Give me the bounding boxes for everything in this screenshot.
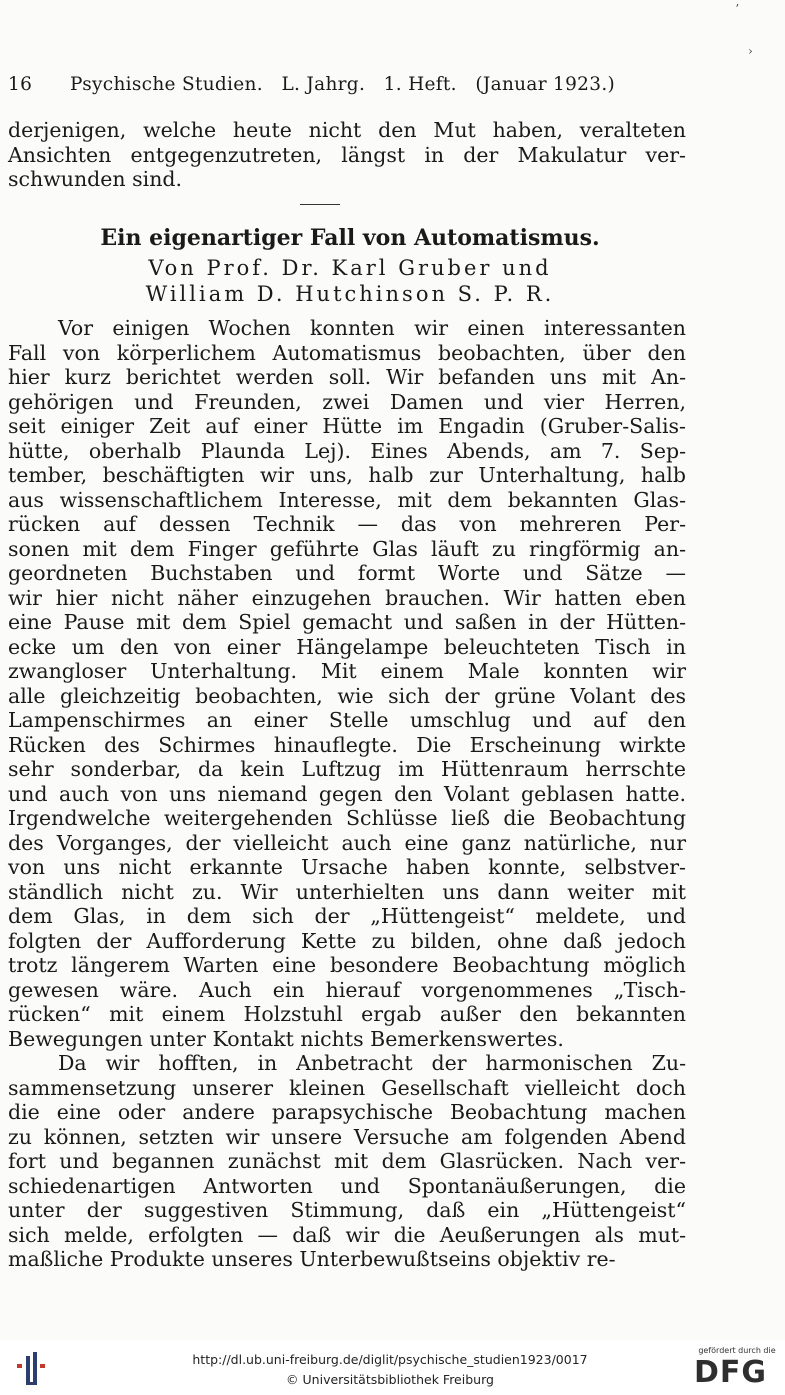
- text-line: seit einiger Zeit auf einer Hütte im Engadin (Gruber-Salis-: [8, 414, 686, 438]
- text-line: zu können, setzten wir unsere Versuche am folgenden Abend: [8, 1124, 686, 1149]
- text-line: derjenigen, welche heute nicht den Mut haben, veralteten: [8, 118, 686, 142]
- article-title: Ein eigenartiger Fall von Automatismus.: [100, 225, 600, 251]
- dfg-logo: DFG: [694, 1355, 768, 1390]
- text-line: die eine oder andere parapsychische Beobachtung machen: [8, 1100, 686, 1124]
- text-line: rücken auf dessen Technik — das von mehreren Per-: [8, 512, 686, 536]
- text-line: fort und begannen zunächst mit dem Glasrücken. Nach ver-: [8, 1149, 686, 1173]
- text-line: Ansichten entgegenzutreten, längst in der Makulatur ver-: [8, 142, 686, 167]
- text-line: Da wir hofften, in Anbetracht der harmonischen Zu-: [58, 1051, 686, 1075]
- text-line: hier kurz berichtet werden soll. Wir befanden uns mit An-: [8, 365, 686, 389]
- intro-text: [8, 118, 686, 192]
- text-line: tember, beschäftigten wir uns, halb zur Unterhaltung, halb: [8, 463, 686, 487]
- scan-mark-right: ›: [748, 44, 753, 58]
- paragraph-2: [8, 1051, 686, 1272]
- text-line: Bewegungen unter Kontakt nichts Bemerkenswertes.: [8, 1026, 564, 1051]
- text-line: gewesen wäre. Auch ein hierauf vorgenommenes „Tisch-: [8, 977, 686, 1002]
- text-line: von uns nicht erkannte Ursache haben konnte, selbstver-: [8, 855, 686, 879]
- text-line: wir hier nicht näher einzugehen brauchen. Wir hatten eben: [8, 585, 686, 610]
- text-line: schiedenartigen Antworten und Spontanäußerungen, die: [8, 1173, 686, 1198]
- text-line: aus wissenschaftlichem Interesse, mit dem bekannten Glas-: [8, 487, 686, 512]
- paragraph-1: [8, 316, 686, 1051]
- text-line: gehörigen und Freunden, zwei Damen und vier Herren,: [8, 389, 686, 414]
- library-logo-icon: [14, 1348, 50, 1386]
- text-line: sich melde, erfolgten — daß wir die Aeußerungen als mut-: [8, 1222, 686, 1247]
- text-line: hütte, oberhalb Plaunda Lej). Eines Abends, am 7. Sep-: [8, 438, 686, 463]
- text-line: geordneten Buchstaben und formt Worte und Sätze —: [8, 561, 686, 585]
- text-line: und auch von uns niemand gegen den Volant geblasen hatte.: [8, 781, 686, 806]
- text-line: folgten der Aufforderung Kette zu bilden, ohne daß jedoch: [8, 928, 686, 953]
- text-line: Fall von körperlichem Automatismus beobachten, über den: [8, 340, 686, 365]
- section-divider: [300, 204, 340, 205]
- text-line: sonen mit dem Finger geführte Glas läuft zu ringförmig an-: [8, 536, 686, 561]
- library-footer: [0, 1340, 785, 1395]
- text-line: Irgendwelche weitergehenden Schlüsse ließ die Beobachtung: [8, 806, 686, 830]
- text-line: des Vorganges, der vielleicht auch eine ganz natürliche, nur: [8, 830, 686, 855]
- scan-mark-top: ʼ: [735, 2, 739, 16]
- text-line: Lampenschirmes an einer Stelle umschlug und auf den: [8, 708, 686, 732]
- text-line: alle gleichzeitig beobachten, wie sich der grüne Volant des: [8, 683, 686, 708]
- text-line: schwunden sind.: [8, 167, 183, 191]
- text-line: sammensetzung unserer kleinen Gesellschaft vielleicht doch: [8, 1075, 686, 1100]
- text-line: Rücken des Schirmes hinauflegte. Die Erscheinung wirkte: [8, 732, 686, 757]
- text-line: ständlich nicht zu. Wir unterhielten uns dann weiter mit: [8, 879, 686, 904]
- byline-authors-cont: William D. Hutchinson S. P. R.: [145, 282, 555, 306]
- footer-url[interactable]: http://dl.ub.uni-freiburg.de/diglit/psychische_studien1923/0017: [192, 1352, 588, 1367]
- text-line: eine Pause mit dem Spiel gemacht und saßen in der Hütten-: [8, 610, 686, 634]
- text-line: maßliche Produkte unseres Unterbewußtseins objektiv re-: [8, 1247, 616, 1271]
- text-line: trotz längerem Warten eine besondere Beobachtung möglich: [8, 953, 686, 977]
- byline-authors: Von Prof. Dr. Karl Gruber und: [148, 256, 552, 280]
- text-line: ecke um den von einer Hängelampe beleuchteten Tisch in: [8, 634, 686, 659]
- running-head: [8, 74, 688, 95]
- footer-copyright: © Universitätsbibliothek Freiburg: [286, 1372, 494, 1387]
- text-line: sehr sonderbar, da kein Luftzug im Hüttenraum herrschte: [8, 757, 686, 781]
- funder-note: gefördert durch die: [698, 1346, 776, 1355]
- text-line: zwangloser Unterhaltung. Mit einem Male konnten wir: [8, 659, 686, 683]
- page-number: 16: [8, 74, 33, 95]
- text-line: unter der suggestiven Stimmung, daß ein „Hüttengeist“: [8, 1198, 686, 1222]
- text-line: dem Glas, in dem sich der „Hüttengeist“ meldete, und: [8, 904, 686, 928]
- text-line: rücken“ mit einem Holzstuhl ergab außer den bekannten: [8, 1002, 686, 1026]
- running-title: Psychische Studien. L. Jahrg. 1. Heft. (Januar 1923.): [70, 74, 616, 95]
- text-line: Vor einigen Wochen konnten wir einen interessanten: [58, 316, 686, 340]
